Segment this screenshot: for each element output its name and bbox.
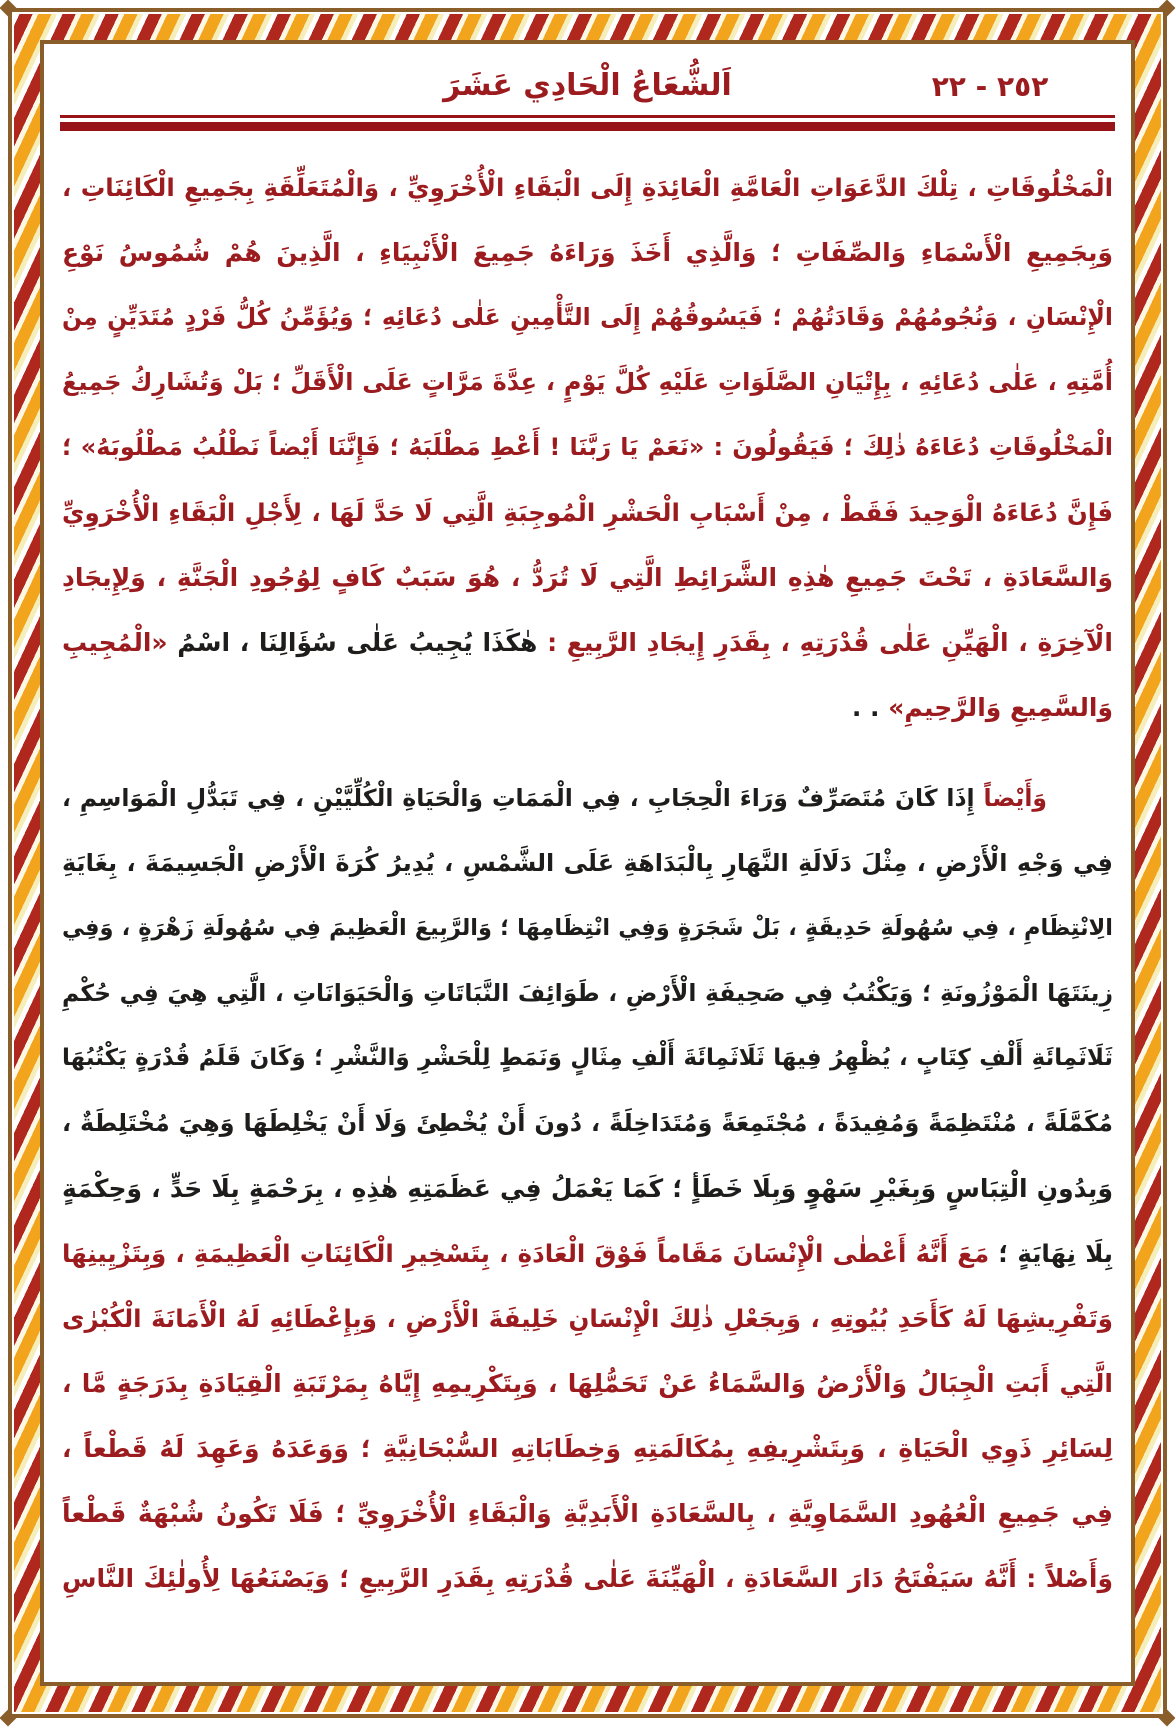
page-header [60, 56, 1115, 103]
text-line [62, 155, 1113, 220]
corner-ornament-bottom-left [0, 1710, 16, 1727]
text-segment-red: وَأَيْضاً [983, 784, 1047, 812]
text-segment-red: الْمَخْلُوقَاتِ دُعَاءَهُ ذٰلِكَ ؛ فَيَقُولُونَ : «نَعَمْ يَا رَبَّنَا ! أَعْطِ مَطْلَبَهُ ؛ فَإِنَّنَا أَيْضاً نَطْلُبُ مَطْلُوبَهُ» ؛ [62, 433, 1113, 461]
text-line [62, 1481, 1113, 1546]
text-line [62, 350, 1113, 415]
text-segment-red: وَبِجَمِيعِ الْأَسْمَاءِ وَالصِّفَاتِ ؛ وَالَّذِي أَخَذَ وَرَاءَهُ جَمِيعَ الْأَنْبِيَاءِ ، الَّذِينَ هُمْ شُمُوسُ نَوْعِ [62, 238, 1113, 267]
paragraph [62, 155, 1113, 740]
text-segment-black: الِانْتِظَامِ ، فِي سُهُولَةِ حَدِيقَةٍ ، بَلْ شَجَرَةٍ وَفِي انْتِظَامِهَا ؛ وَالرَّبِيعَ الْعَظِيمَ فِي سُهُولَةِ زَهْرَةٍ ، وَفِي [62, 915, 1113, 941]
text-segment-red: أُمَّتِهِ ، عَلٰى دُعَائِهِ ، بِإِتْيَانِ الصَّلَوَاتِ عَلَيْهِ كُلَّ يَوْمٍ ، عِدَّةَ مَرَّاتٍ عَلَى الْأَقَلِّ ؛ بَلْ وَتُشَارِكُ جَمِيعُ [62, 368, 1113, 396]
paragraph [62, 766, 1113, 1611]
text-line [62, 1286, 1113, 1351]
text-segment-black: . . [851, 693, 880, 722]
page-number: ٢٥٢ - ٢٢ [931, 70, 1049, 103]
text-line [62, 896, 1113, 961]
text-line [62, 545, 1113, 610]
header-rule-thick-line [60, 122, 1115, 131]
text-line [62, 1416, 1113, 1481]
page-content [44, 44, 1131, 1682]
text-segment-black: بِلَا نِهَايَةٍ ؛ [998, 1239, 1113, 1268]
text-segment-red: فِي جَمِيعِ الْعُهُودِ السَّمَاوِيَّةِ ، بِالسَّعَادَةِ الْأَبَدِيَّةِ وَالْبَقَاءِ الْأُخْرَوِيِّ ؛ فَلَا تَكُونُ شُبْهَةٌ قَطْعاً [62, 1499, 1113, 1528]
text-segment-red: فَإِنَّ دُعَاءَهُ الْوَحِيدَ فَقَطْ ، مِنْ أَسْبَابِ الْحَشْرِ الْمُوجِبَةِ الَّتِي لَا حَدَّ لَهَا ، لِأَجْلِ الْبَقَاءِ الْأُخْرَوِيِّ [62, 498, 1113, 527]
text-segment-black: هٰكَذَا يُجِيبُ عَلٰى سُؤَالِنَا ، اسْمُ [177, 628, 538, 657]
page-inner-area [40, 40, 1135, 1686]
text-segment-red: وَالسَّمِيعِ وَالرَّحِيمِ» [888, 693, 1113, 722]
text-segment-black: ثَلَاثَمِائَةِ أَلْفِ كِتَابٍ ، يُظْهِرُ فِيهَا ثَلَاثَمِائَةَ أَلْفِ مِثَالٍ وَنَمَطٍ لِلْحَشْرِ وَالنَّشْرِ ؛ وَكَانَ قَلَمُ قُدْرَةٍ يَكْتُبُهَا [62, 1045, 1113, 1071]
text-line [62, 1221, 1113, 1286]
text-segment-black: مُكَمَّلَةً ، مُنْتَظِمَةً وَمُفِيدَةً ، مُجْتَمِعَةً وَمُتَدَاخِلَةً ، دُونَ أَنْ يُخْطِئَ وَلَا أَنْ يَخْلِطَهَا وَهِيَ مُخْتَلِطَةٌ ، [62, 1109, 1113, 1137]
text-line [62, 675, 1113, 740]
text-segment-red: وَأَصْلاً : أَنَّهُ سَيَفْتَحُ دَارَ السَّعَادَةِ ، الْهَيِّنَةَ عَلٰى قُدْرَتِهِ بِقَدَرِ الرَّبِيعِ ؛ وَيَصْنَعُهَا لِأُولٰئِكَ النَّاسِ [62, 1564, 1113, 1593]
text-segment-red: الْآخِرَةِ ، الْهَيِّنِ عَلٰى قُدْرَتِهِ ، بِقَدَرِ إِيجَادِ الرَّبِيعِ : [547, 628, 1113, 657]
text-line [62, 610, 1113, 675]
text-line [62, 831, 1113, 896]
page-title: اَلشُّعَاعُ الْحَادِي عَشَرَ [443, 68, 732, 103]
text-segment-red: لِسَائِرِ ذَوِي الْحَيَاةِ ، وَبِتَشْرِيفِهِ بِمُكَالَمَتِهِ وَخِطَابَاتِهِ السُّبْحَانِيَّةِ ؛ وَوَعَدَهُ وَعَهِدَ لَهُ قَطْعاً ، [62, 1434, 1113, 1463]
ornamental-border-frame [8, 8, 1167, 1718]
header-rule [60, 115, 1115, 131]
text-segment-black: زِينَتَهَا الْمَوْزُونَةِ ؛ وَيَكْتُبُ فِي صَحِيفَةِ الْأَرْضِ ، طَوَائِفَ النَّبَاتَاتِ وَالْحَيَوَانَاتِ ، الَّتِي هِيَ فِي حُكْمِ [62, 979, 1113, 1007]
text-line [62, 415, 1113, 480]
text-line [62, 961, 1113, 1026]
text-line [62, 1156, 1113, 1221]
text-segment-red: الْمَخْلُوقَاتِ ، تِلْكَ الدَّعَوَاتِ الْعَامَّةِ الْعَائِدَةِ إِلَى الْبَقَاءِ الْأُخْرَوِيِّ ، وَالْمُتَعَلِّقَةِ بِجَمِيعِ الْكَائِنَاتِ ، [62, 173, 1113, 202]
body-text [60, 155, 1115, 1611]
text-line [62, 1546, 1113, 1611]
text-segment-red: «الْمُجِيبِ [62, 628, 168, 657]
text-line [62, 480, 1113, 545]
text-segment-red: مَعَ أَنَّهُ أَعْطٰى الْإِنْسَانَ مَقَاماً فَوْقَ الْعَادَةِ ، بِتَسْخِيرِ الْكَائِنَاتِ الْعَظِيمَةِ ، وَبِتَزْيِينِهَا [62, 1239, 990, 1268]
corner-ornament-bottom-right [1159, 1710, 1175, 1727]
text-segment-black: إِذَا كَانَ مُتَصَرِّفٌ وَرَاءَ الْحِجَابِ ، فِي الْمَمَاتِ وَالْحَيَاةِ الْكُلِّيَّيْنِ ، فِي تَبَدُّلِ الْمَوَاسِمِ ، [62, 784, 975, 812]
text-line [62, 1351, 1113, 1416]
text-segment-red: وَتَفْرِيشِهَا لَهُ كَأَحَدِ بُيُوتِهِ ، وَبِجَعْلِ ذٰلِكَ الْإِنْسَانِ خَلِيفَةَ الْأَرْضِ ، وَبِإِعْطَائِهِ لَهُ الْأَمَانَةَ الْكُبْرٰى [62, 1304, 1113, 1333]
text-line [62, 285, 1113, 350]
header-rule-thin-line [60, 115, 1115, 118]
text-segment-red: الَّتِي أَبَتِ الْجِبَالُ وَالْأَرْضُ وَالسَّمَاءُ عَنْ تَحَمُّلِهَا ، وَبِتَكْرِيمِهِ إِيَّاهُ بِمَرْتَبَةِ الْقِيَادَةِ بِدَرَجَةٍ مَّا ، [62, 1369, 1113, 1398]
text-line [62, 220, 1113, 285]
text-segment-black: وَبِدُونِ الْتِبَاسٍ وَبِغَيْرِ سَهْوٍ وَبِلَا خَطَأٍ ؛ كَمَا يَعْمَلُ فِي عَظَمَتِهِ هٰذِهِ ، بِرَحْمَةٍ بِلَا حَدٍّ ، وَحِكْمَةٍ [62, 1174, 1113, 1203]
text-segment-red: الْإِنْسَانِ ، وَنُجُومُهُمْ وَقَادَتُهُمْ ؛ فَيَسُوقُهُمْ إِلَى التَّأْمِينِ عَلٰى دُعَائِهِ ؛ وَيُؤَمِّنُ كُلُّ فَرْدٍ مُتَدَيِّنٍ مِنْ [62, 303, 1113, 331]
text-segment-red: وَالسَّعَادَةِ ، تَحْتَ جَمِيعِ هٰذِهِ الشَّرَائِطِ الَّتِي لَا تُرَدُّ ، هُوَ سَبَبٌ كَافٍ لِوُجُودِ الْجَنَّةِ ، وَلِإِيجَادِ [62, 563, 1113, 592]
text-line [62, 766, 1113, 831]
text-line [62, 1026, 1113, 1091]
text-segment-black: فِي وَجْهِ الْأَرْضِ ، مِثْلَ دَلَالَةِ النَّهَارِ بِالْبَدَاهَةِ عَلَى الشَّمْسِ ، يُدِيرُ كُرَةَ الْأَرْضِ الْجَسِيمَةَ ، بِغَايَةِ [62, 849, 1113, 877]
text-line [62, 1091, 1113, 1156]
